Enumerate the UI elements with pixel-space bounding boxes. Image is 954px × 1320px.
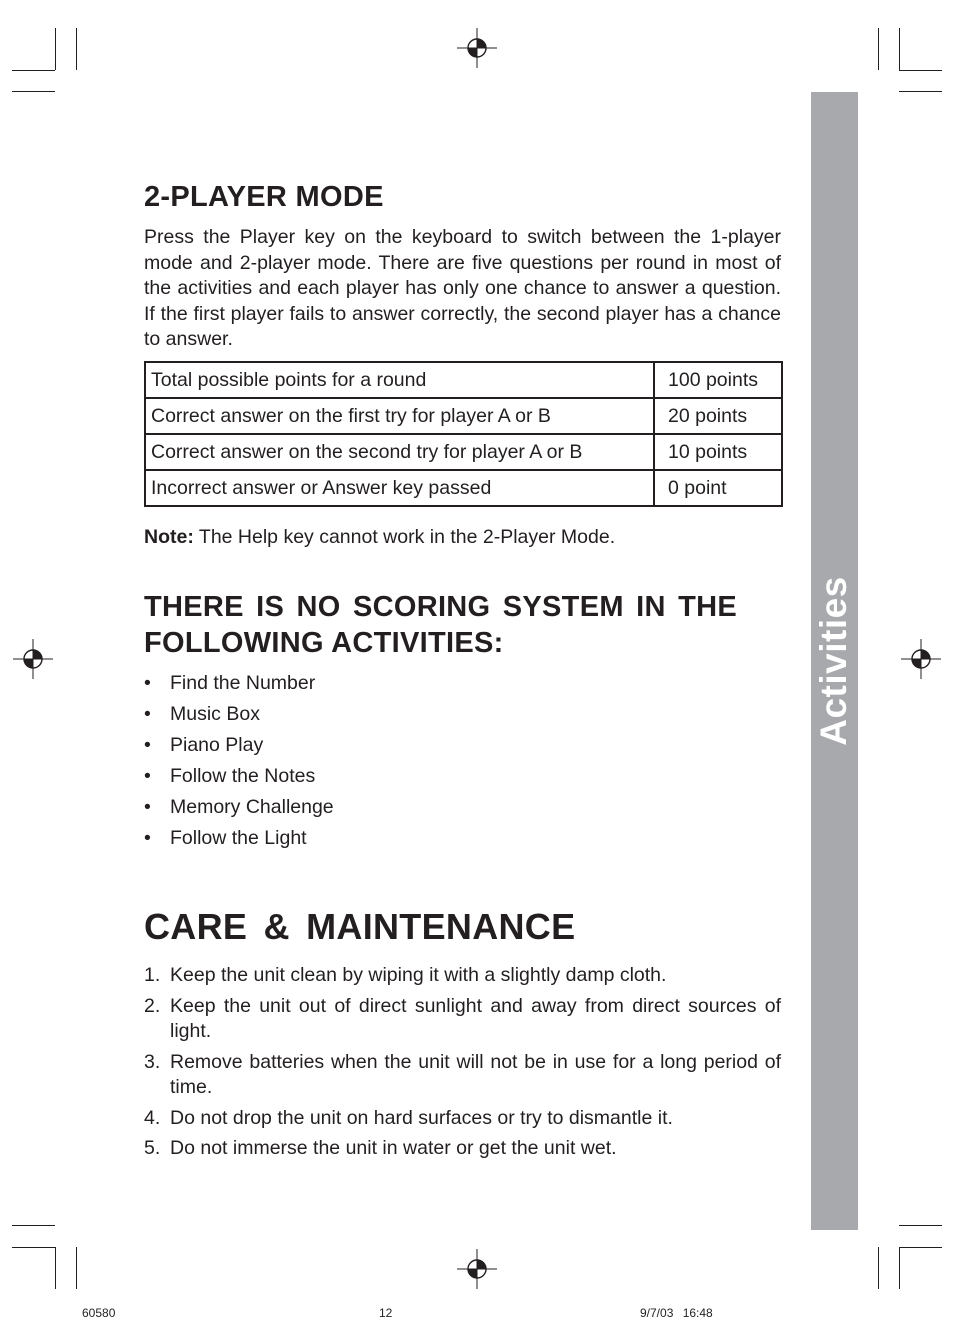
list-item — [144, 668, 334, 699]
bullet: • — [144, 796, 151, 818]
list-item-text: Music Box — [170, 703, 260, 725]
crop-mark — [12, 1247, 55, 1248]
list-item-text: Follow the Notes — [170, 765, 316, 787]
crop-mark — [12, 70, 55, 71]
table-cell-points: 100 points — [654, 362, 782, 398]
table-cell-label: Total possible points for a round — [145, 362, 654, 398]
list-item — [144, 761, 334, 792]
crop-mark — [899, 1247, 900, 1289]
crop-mark — [12, 91, 55, 92]
list-item-number: 2. — [144, 994, 161, 1017]
crop-mark — [76, 28, 77, 70]
list-item-text: Keep the unit clean by wiping it with a slightly damp cloth. — [170, 964, 667, 986]
crop-mark — [55, 1247, 56, 1289]
table-cell-points: 0 point — [654, 470, 782, 506]
list-item-number: 3. — [144, 1050, 161, 1073]
bullet: • — [144, 703, 151, 725]
activity-list — [144, 668, 334, 854]
note-text: The Help key cannot work in the 2-Player Mode. — [198, 526, 616, 548]
list-item — [144, 1050, 781, 1101]
bullet: • — [144, 672, 151, 694]
list-item-text: Piano Play — [170, 734, 264, 756]
crop-mark — [899, 91, 942, 92]
care-list — [144, 963, 781, 1167]
registration-mark-icon — [13, 639, 53, 679]
list-item-text: Do not immerse the unit in water or get the unit wet. — [170, 1137, 617, 1159]
no-scoring-heading-line1: THERE IS NO SCORING SYSTEM IN THE — [144, 591, 738, 623]
list-item-text: Keep the unit out of direct sunlight and away from direct sources of light. — [170, 994, 781, 1042]
list-item-text: Remove batteries when the unit will not be in use for a long period of time. — [170, 1050, 781, 1098]
footer-code: 60580 — [82, 1306, 116, 1320]
list-item — [144, 730, 334, 761]
list-item-text: Do not drop the unit on hard surfaces or try to dismantle it. — [170, 1106, 673, 1129]
crop-mark — [55, 28, 56, 70]
scoring-table — [144, 361, 783, 507]
two-player-intro: Press the Player key on the keyboard to switch between the 1-player mode and 2-player mode. There are five questions per round in most of the activities and each player has only one chance to answer a question. If the first player fails to answer correctly, the second player has a chance to answer. — [144, 226, 781, 350]
list-item-text: Memory Challenge — [170, 796, 334, 818]
no-scoring-heading-line2: FOLLOWING ACTIVITIES: — [144, 627, 504, 659]
crop-mark — [76, 1247, 77, 1289]
two-player-heading: 2-PLAYER MODE — [144, 181, 384, 213]
crop-mark — [878, 28, 879, 70]
table-cell-points: 10 points — [654, 434, 782, 470]
side-tab-label: Activities — [813, 576, 854, 746]
crop-mark — [899, 70, 942, 71]
table-row — [145, 434, 782, 470]
table-row — [145, 398, 782, 434]
list-item — [144, 792, 334, 823]
bullet: • — [144, 734, 151, 756]
list-item — [144, 1136, 781, 1162]
registration-mark-icon — [457, 1249, 497, 1289]
crop-mark — [899, 1247, 942, 1248]
list-item — [144, 699, 334, 730]
crop-mark — [899, 1225, 942, 1226]
crop-mark — [878, 1247, 879, 1289]
registration-mark-icon — [901, 639, 941, 679]
table-cell-label: Correct answer on the first try for player A or B — [145, 398, 654, 434]
table-row — [145, 470, 782, 506]
list-item — [144, 1106, 781, 1132]
table-cell-label: Correct answer on the second try for player A or B — [145, 434, 654, 470]
registration-mark-icon — [457, 28, 497, 68]
footer-page-number: 12 — [379, 1306, 393, 1320]
footer-timestamp: 9/7/03 16:48 — [640, 1306, 713, 1320]
crop-mark — [899, 28, 900, 70]
list-item-number: 1. — [144, 964, 161, 986]
table-row — [145, 362, 782, 398]
list-item — [144, 963, 781, 989]
bullet: • — [144, 827, 151, 849]
table-cell-points: 20 points — [654, 398, 782, 434]
list-item-number: 4. — [144, 1106, 161, 1129]
table-cell-label: Incorrect answer or Answer key passed — [145, 470, 654, 506]
list-item — [144, 823, 334, 854]
care-heading: CARE & MAINTENANCE — [144, 906, 576, 947]
list-item-number: 5. — [144, 1137, 161, 1159]
list-item-text: Find the Number — [170, 672, 316, 694]
list-item-text: Follow the Light — [170, 827, 307, 849]
note-label: Note: — [144, 526, 194, 548]
list-item — [144, 994, 781, 1045]
bullet: • — [144, 765, 151, 787]
note — [144, 526, 615, 549]
crop-mark — [12, 1225, 55, 1226]
